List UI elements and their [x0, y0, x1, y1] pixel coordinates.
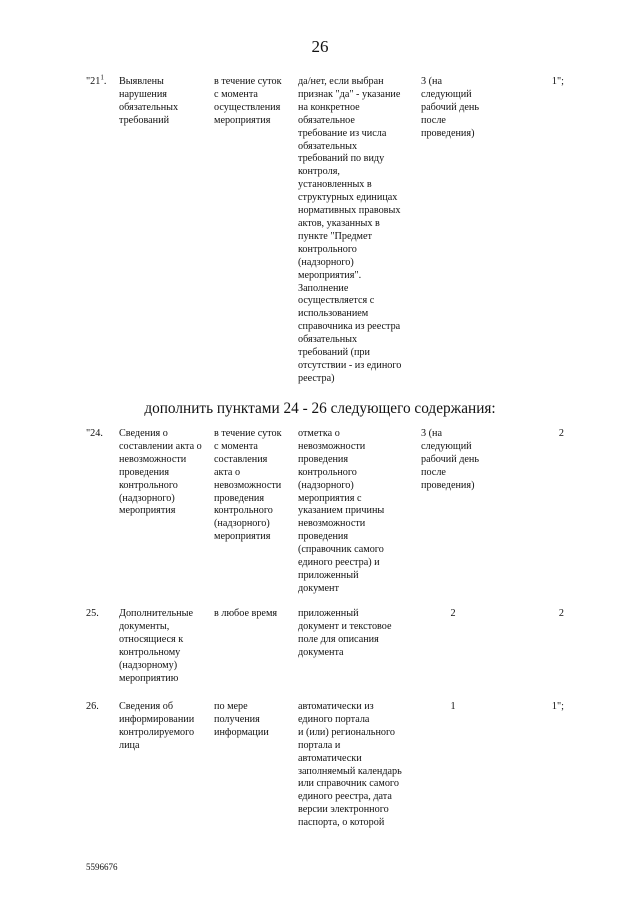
section-heading: дополнить пунктами 24 - 26 следующего содержания:: [144, 400, 496, 417]
page-number: 26: [311, 37, 329, 56]
row-description: да/нет, если выбран признак "да" - указание на конкретное обязательное требование из числа обязательных требований по виду контроля, установленных в структурных единицах нормативных правовых актов, указанных в пункте "Предмет контрольного (надзорного) мероприятия". Заполнение осуществляется с использованием справочника из реестра обязательных требований (при отсутствии - из единого реестра): [298, 76, 402, 384]
row-code: 1";: [551, 701, 564, 712]
row-description: отметка о невозможности проведения контрольного (надзорного) мероприятия с указанием причины невозможности проведения (справочник самого единого реестра) и приложенный документ: [298, 428, 385, 594]
row-number: "24.: [86, 428, 103, 439]
row-description: автоматически из единого портала и (или) регионального портала и автоматически заполняемый календарь или справочник самого единого реестра, дата версии электронного паспорта, о которой: [298, 701, 402, 829]
row-deadline: в течение суток с момента осуществления мероприятия: [214, 76, 282, 126]
row-period: 1: [450, 701, 456, 712]
row-title: Дополнительные документы, относящиеся к контрольному (надзорному) мероприятию: [119, 608, 193, 684]
row-code: 2: [558, 428, 564, 439]
row-deadline: по мере получения информации: [214, 701, 269, 738]
row-number: 25.: [86, 608, 99, 619]
row-period: 3 (на следующий рабочий день после проведения): [421, 76, 480, 139]
row-code: 2: [558, 608, 564, 619]
row-number: "$21^1$.: [86, 73, 107, 87]
row-number: 26.: [86, 701, 99, 712]
row-deadline: в любое время: [214, 608, 278, 619]
row-description: приложенный документ и текстовое поле для описания документа: [298, 608, 392, 658]
row-deadline: в течение суток с момента составления акта о невозможности проведения контрольного (надзорного) мероприятия: [214, 428, 282, 543]
row-title: Сведения об информировании контролируемого лица: [119, 701, 195, 751]
row-period: 3 (на следующий рабочий день после проведения): [421, 428, 480, 491]
document-code: 5596676: [86, 862, 118, 872]
row-title: Сведения о составлении акта о невозможности проведения контрольного (надзорного) мероприятия: [119, 428, 202, 517]
row-code: 1";: [551, 76, 564, 87]
row-period: 2: [450, 608, 456, 619]
row-title: Выявлены нарушения обязательных требований: [119, 76, 179, 126]
